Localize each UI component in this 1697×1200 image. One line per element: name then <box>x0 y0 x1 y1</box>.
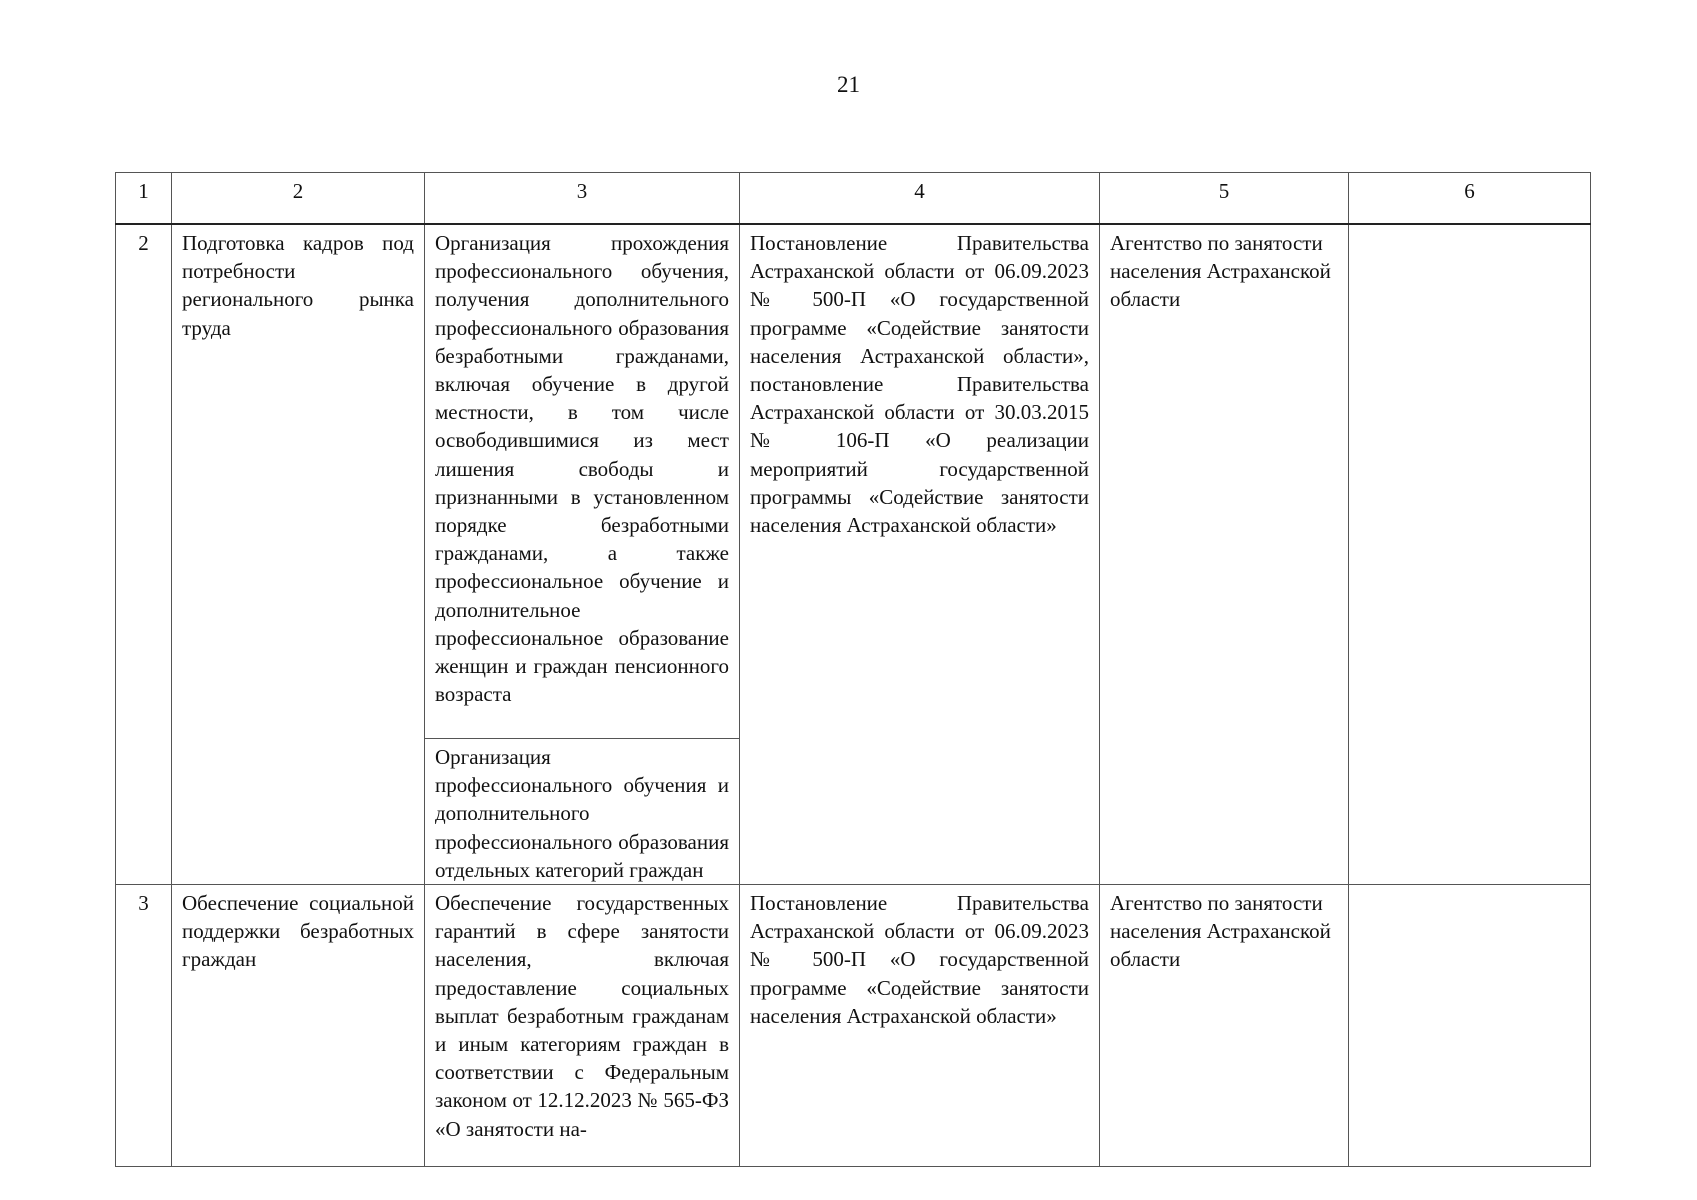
measure-cell: Организация прохождения профессионального обучения, получения дополнительного профессионального образования безработными гражданами, включая обучение в другой местности, в том числе освободившимися из мест лишения свободы и признанными в установленном порядке безработными гражданами, а также профессиональное обучение и дополнительное профессиональное образование женщин и граждан пенсионного возраста <box>425 224 740 739</box>
table-row <box>116 885 1591 1167</box>
task-cell: Обеспечение социальной поддержки безработных граждан <box>172 885 425 1167</box>
header-cell: 5 <box>1100 173 1349 225</box>
header-cell: 1 <box>116 173 172 225</box>
row-number: 3 <box>116 885 172 1167</box>
empty-cell <box>1349 885 1591 1167</box>
header-cell: 2 <box>172 173 425 225</box>
responsible-cell: Агентство по занятости населения Астраханской области <box>1100 885 1349 1167</box>
task-cell: Подготовка кадров под потребности регионального рынка труда <box>172 224 425 885</box>
measures-table <box>115 172 1591 1167</box>
header-cell: 6 <box>1349 173 1591 225</box>
table-header-row <box>116 173 1591 225</box>
legal-acts-cell: Постановление Правительства Астраханской области от 06.09.2023 № 500-П «О государственной программе «Содействие занятости населения Астраханской области», постановление Правительства Астраханской области от 30.03.2015 № 106-П «О реализации мероприятий государственной программы «Содействие занятости населения Астраханской области» <box>740 224 1100 885</box>
header-cell: 4 <box>740 173 1100 225</box>
measure-cell: Организация профессионального обучения и дополнительного профессионального образования отдельных категорий граждан <box>425 739 740 885</box>
measure-cell: Обеспечение государственных гарантий в сфере занятости населения, включая предоставление социальных выплат безработным гражданам и иным категориям граждан в соответствии с Федеральным законом от 12.12.2023 № 565-ФЗ «О занятости на- <box>425 885 740 1167</box>
legal-acts-cell: Постановление Правительства Астраханской области от 06.09.2023 № 500-П «О государственной программе «Содействие занятости населения Астраханской области» <box>740 885 1100 1167</box>
page-number: 21 <box>837 72 860 97</box>
row-number: 2 <box>116 224 172 885</box>
empty-cell <box>1349 224 1591 885</box>
table-row <box>116 224 1591 739</box>
responsible-cell: Агентство по занятости населения Астраханской области <box>1100 224 1349 885</box>
header-cell: 3 <box>425 173 740 225</box>
